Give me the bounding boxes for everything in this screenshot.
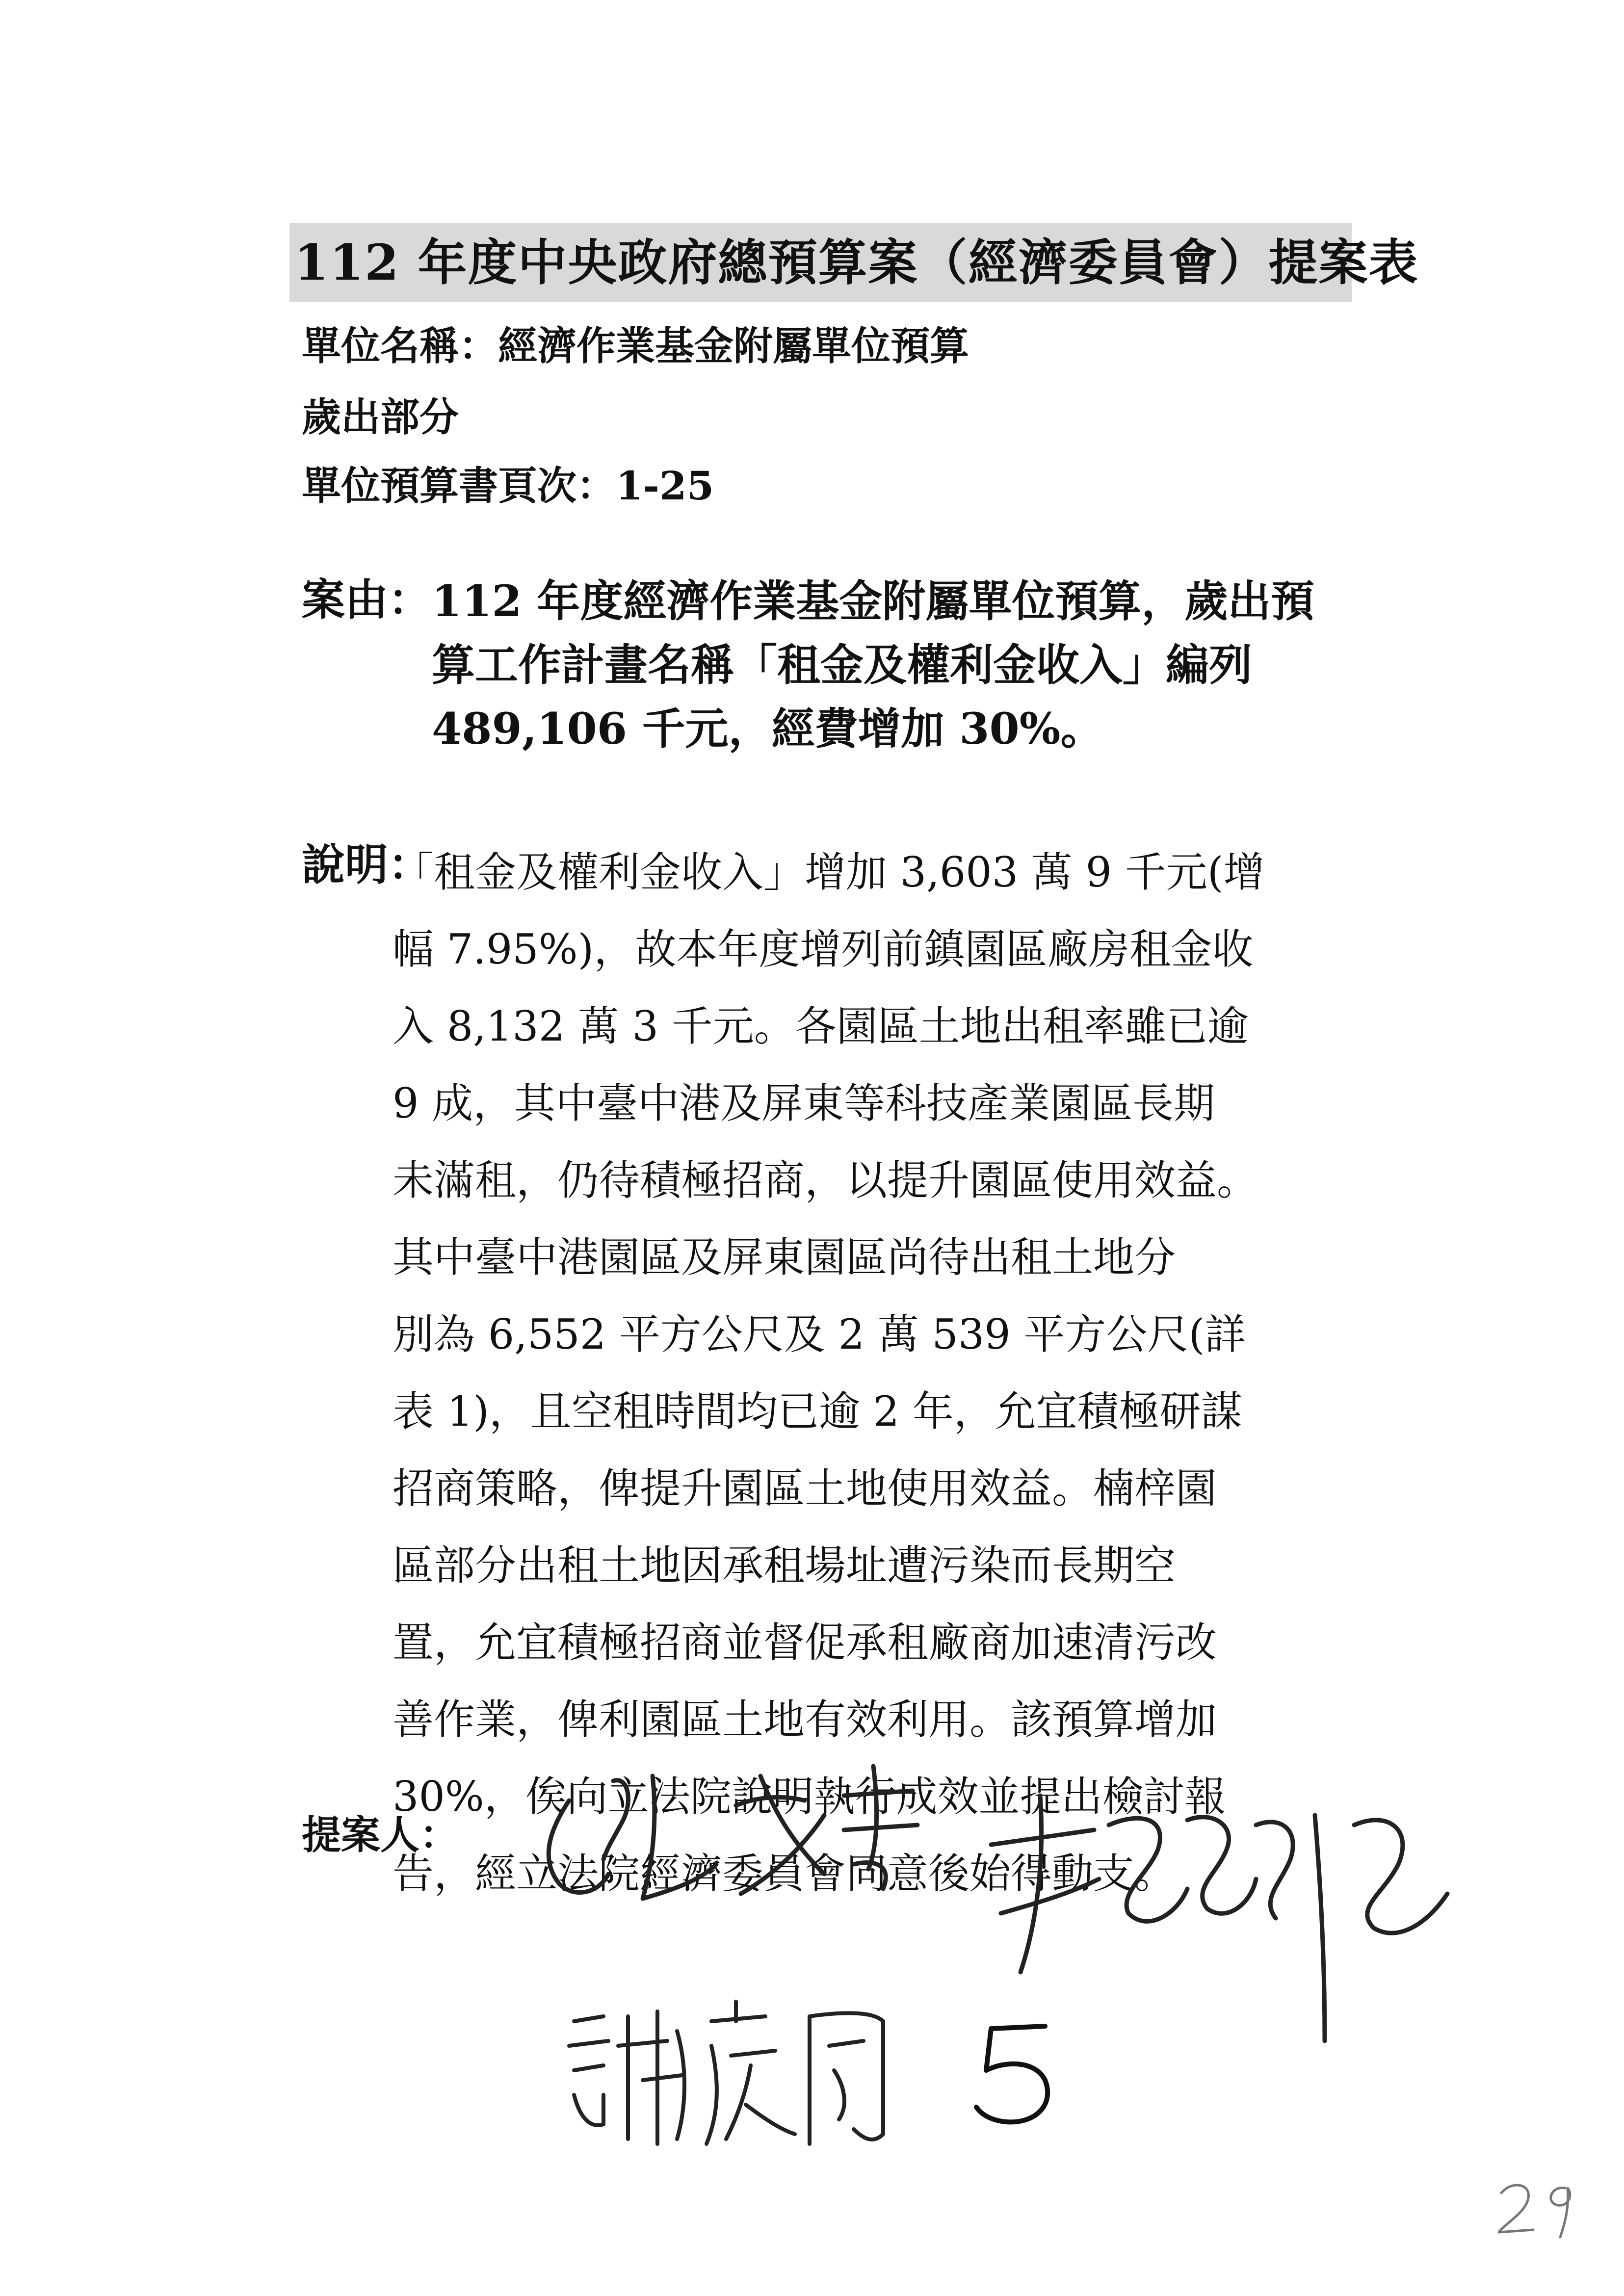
explanation-line: 「租金及權利金收入」增加 3,603 萬 9 千元(增 — [393, 848, 1265, 896]
signature-3 — [559, 1992, 932, 2154]
document-title: 112 年度中央政府總預算案（經濟委員會）提案表 — [289, 223, 1352, 302]
explanation-line: 善作業，俾利園區土地有效利用。該預算增加 — [393, 1696, 1217, 1744]
explanation-line: 9 成，其中臺中港及屏東等科技產業園區長期 — [393, 1079, 1215, 1127]
explanation-line: 入 8,132 萬 3 千元。各園區土地出租率雖已逾 — [393, 1002, 1249, 1050]
count-mark — [962, 2016, 1070, 2129]
reason-line: 489,106 千元，經費增加 30%。 — [432, 703, 1104, 754]
explanation-line: 其中臺中港園區及屏東園區尚待出租土地分 — [393, 1233, 1176, 1281]
reason-line: 算工作計畫名稱「租金及權利金收入」編列 — [432, 639, 1253, 690]
page-reference: 單位預算書頁次：1-25 — [302, 463, 714, 509]
explanation-label: 說明： — [302, 839, 432, 890]
explanation-line: 幅 7.95%)，故本年度增列前鎮園區廠房租金收 — [393, 925, 1254, 973]
explanation-line: 告，經立法院經濟委員會同意後始得動支。 — [393, 1850, 1176, 1898]
explanation-line: 區部分出租土地因承租場址遭污染而長期空 — [393, 1541, 1176, 1590]
explanation-line: 表 1)，且空租時間均已逾 2 年，允宜積極研謀 — [393, 1387, 1242, 1435]
explanation-line: 30%，俟向立法院說明執行成效並提出檢討報 — [393, 1773, 1226, 1821]
reason-line: 112 年度經濟作業基金附屬單位預算，歲出預 — [432, 575, 1314, 626]
reason-text — [432, 569, 1314, 760]
explanation-line: 未滿租，仍待積極招商，以提升園區使用效益。 — [393, 1156, 1258, 1204]
budget-section: 歲出部分 — [302, 394, 459, 440]
signature-1 — [530, 1747, 932, 1908]
explanation-line: 置，允宜積極招商並督促承租廠商加速清污改 — [393, 1618, 1217, 1667]
explanation-line: 別為 6,552 平方公尺及 2 萬 539 平方公尺(詳 — [393, 1310, 1246, 1358]
proposer-label: 提案人： — [302, 1812, 459, 1858]
reason-label: 案由： — [302, 574, 432, 625]
explanation-line: 招商策略，俾提升園區土地使用效益。楠梓園 — [393, 1464, 1217, 1513]
unit-name: 單位名稱：經濟作業基金附屬單位預算 — [302, 323, 969, 369]
handwritten-page-number — [1492, 2173, 1590, 2244]
